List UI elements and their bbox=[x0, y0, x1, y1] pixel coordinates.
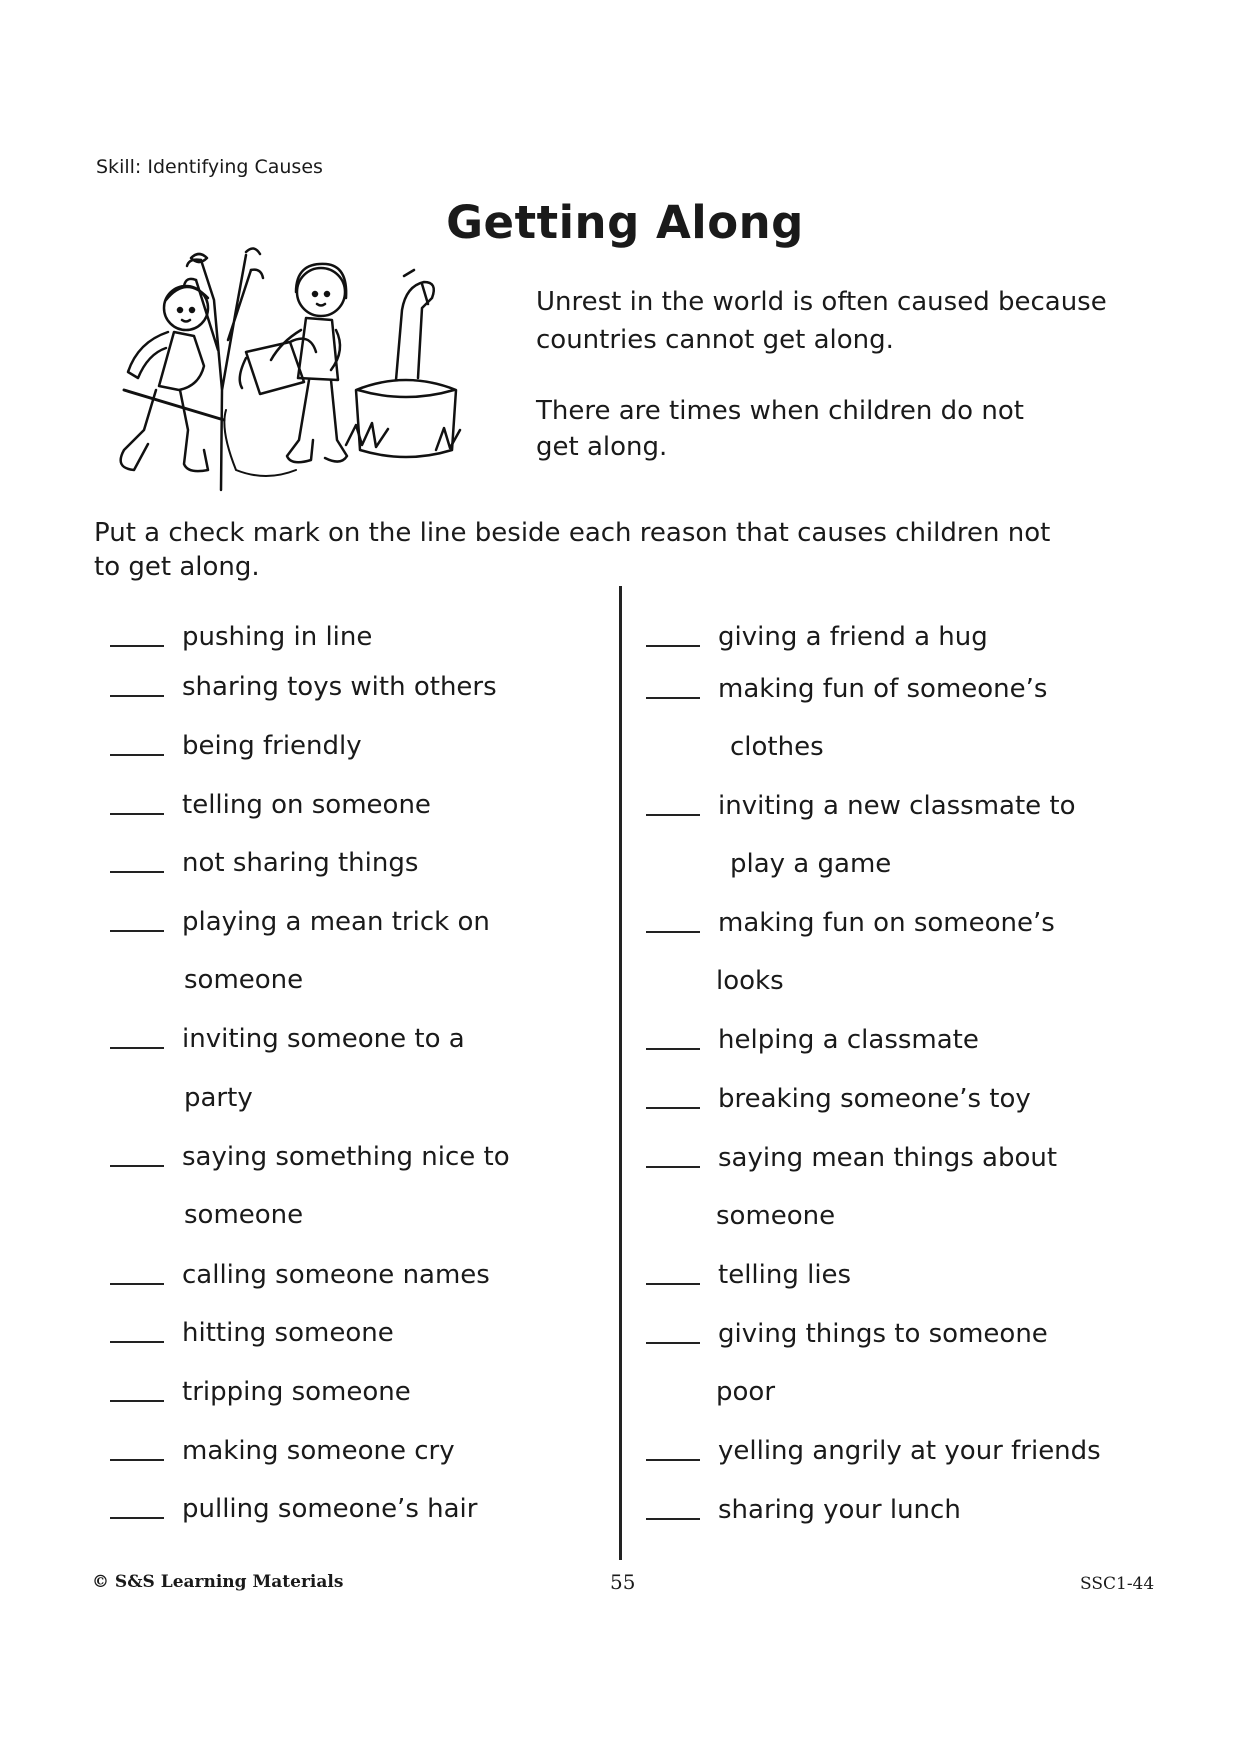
answer-blank[interactable] bbox=[110, 644, 164, 647]
answer-blank[interactable] bbox=[646, 696, 700, 699]
item-text-continued: poor bbox=[716, 1377, 776, 1407]
item-text: pulling someone’s hair bbox=[182, 1494, 478, 1524]
page-number: 55 bbox=[610, 1570, 636, 1594]
answer-blank[interactable] bbox=[646, 1458, 700, 1461]
list-item[interactable] bbox=[110, 1318, 394, 1348]
list-item[interactable] bbox=[110, 1436, 455, 1466]
item-text: not sharing things bbox=[182, 848, 419, 878]
item-text: pushing in line bbox=[182, 622, 373, 652]
item-text: giving a friend a hug bbox=[718, 622, 988, 652]
skill-label: Skill: Identifying Causes bbox=[96, 156, 323, 178]
list-item[interactable] bbox=[646, 791, 1076, 821]
instructions-line: Put a check mark on the line beside each reason that causes children not bbox=[94, 518, 1051, 548]
answer-blank[interactable] bbox=[110, 1516, 164, 1519]
item-text: helping a classmate bbox=[718, 1025, 979, 1055]
answer-blank[interactable] bbox=[110, 1282, 164, 1285]
list-item[interactable] bbox=[646, 1495, 961, 1525]
item-text: telling on someone bbox=[182, 790, 431, 820]
item-text: sharing your lunch bbox=[718, 1495, 961, 1525]
list-item[interactable] bbox=[646, 908, 1055, 938]
answer-blank[interactable] bbox=[646, 813, 700, 816]
answer-blank[interactable] bbox=[110, 1046, 164, 1049]
list-item[interactable] bbox=[646, 674, 1047, 704]
answer-blank[interactable] bbox=[646, 1517, 700, 1520]
answer-blank[interactable] bbox=[110, 929, 164, 932]
answer-blank[interactable] bbox=[646, 930, 700, 933]
page-title: Getting Along bbox=[446, 196, 804, 249]
item-text: making fun of someone’s bbox=[718, 674, 1048, 704]
children-planting-tree-illustration bbox=[96, 240, 496, 505]
answer-blank[interactable] bbox=[646, 1282, 700, 1285]
item-text: tripping someone bbox=[182, 1377, 411, 1407]
item-text: hitting someone bbox=[182, 1318, 394, 1348]
list-item[interactable] bbox=[110, 1494, 477, 1524]
answer-blank[interactable] bbox=[110, 1458, 164, 1461]
answer-blank[interactable] bbox=[646, 1341, 700, 1344]
intro-line: There are times when children do not bbox=[536, 396, 1024, 426]
item-text: breaking someone’s toy bbox=[718, 1084, 1031, 1114]
answer-blank[interactable] bbox=[110, 870, 164, 873]
list-item[interactable] bbox=[110, 848, 418, 878]
item-text-continued: looks bbox=[716, 966, 784, 996]
answer-blank[interactable] bbox=[646, 644, 700, 647]
item-text: playing a mean trick on bbox=[182, 907, 490, 937]
answer-blank[interactable] bbox=[110, 1399, 164, 1402]
answer-blank[interactable] bbox=[646, 1106, 700, 1109]
list-item[interactable] bbox=[110, 731, 362, 761]
item-text: sharing toys with others bbox=[182, 672, 497, 702]
list-item[interactable] bbox=[110, 1260, 490, 1290]
copyright: © S&S Learning Materials bbox=[92, 1572, 344, 1592]
list-item[interactable] bbox=[646, 1084, 1031, 1114]
answer-blank[interactable] bbox=[646, 1165, 700, 1168]
item-text: telling lies bbox=[718, 1260, 852, 1290]
list-item[interactable] bbox=[110, 672, 497, 702]
intro-line: countries cannot get along. bbox=[536, 325, 894, 355]
list-item[interactable] bbox=[110, 622, 372, 652]
intro-line: get along. bbox=[536, 432, 668, 462]
intro-line: Unrest in the world is often caused because bbox=[536, 287, 1107, 317]
item-text: inviting someone to a bbox=[182, 1024, 465, 1054]
item-text-continued: someone bbox=[184, 965, 304, 995]
list-item[interactable] bbox=[110, 1142, 510, 1172]
item-text: making fun on someone’s bbox=[718, 908, 1055, 938]
list-item[interactable] bbox=[646, 622, 988, 652]
answer-blank[interactable] bbox=[110, 1164, 164, 1167]
item-text: inviting a new classmate to bbox=[718, 791, 1076, 821]
list-item[interactable] bbox=[110, 1024, 465, 1054]
item-text-continued: play a game bbox=[730, 849, 892, 879]
item-text: saying something nice to bbox=[182, 1142, 510, 1172]
list-item[interactable] bbox=[646, 1025, 979, 1055]
list-item[interactable] bbox=[110, 790, 431, 820]
instructions bbox=[94, 516, 1154, 584]
instructions-line: to get along. bbox=[94, 552, 260, 582]
answer-blank[interactable] bbox=[646, 1047, 700, 1050]
item-text-continued: someone bbox=[716, 1201, 836, 1231]
item-text-continued: someone bbox=[184, 1200, 304, 1230]
item-text: yelling angrily at your friends bbox=[718, 1436, 1101, 1466]
list-item[interactable] bbox=[646, 1143, 1057, 1173]
answer-blank[interactable] bbox=[110, 1340, 164, 1343]
answer-blank[interactable] bbox=[110, 812, 164, 815]
item-text: being friendly bbox=[182, 731, 362, 761]
list-item[interactable] bbox=[646, 1260, 851, 1290]
item-text: calling someone names bbox=[182, 1260, 490, 1290]
item-text: saying mean things about bbox=[718, 1143, 1058, 1173]
item-text: making someone cry bbox=[182, 1436, 455, 1466]
list-item[interactable] bbox=[646, 1436, 1101, 1466]
item-text: giving things to someone bbox=[718, 1319, 1048, 1349]
item-text-continued: party bbox=[184, 1083, 253, 1113]
list-item[interactable] bbox=[646, 1319, 1048, 1349]
answer-blank[interactable] bbox=[110, 694, 164, 697]
product-code: SSC1-44 bbox=[1080, 1574, 1155, 1594]
list-item[interactable] bbox=[110, 1377, 411, 1407]
list-item[interactable] bbox=[110, 907, 490, 937]
column-divider bbox=[619, 586, 622, 1560]
answer-blank[interactable] bbox=[110, 753, 164, 756]
item-text-continued: clothes bbox=[730, 732, 824, 762]
